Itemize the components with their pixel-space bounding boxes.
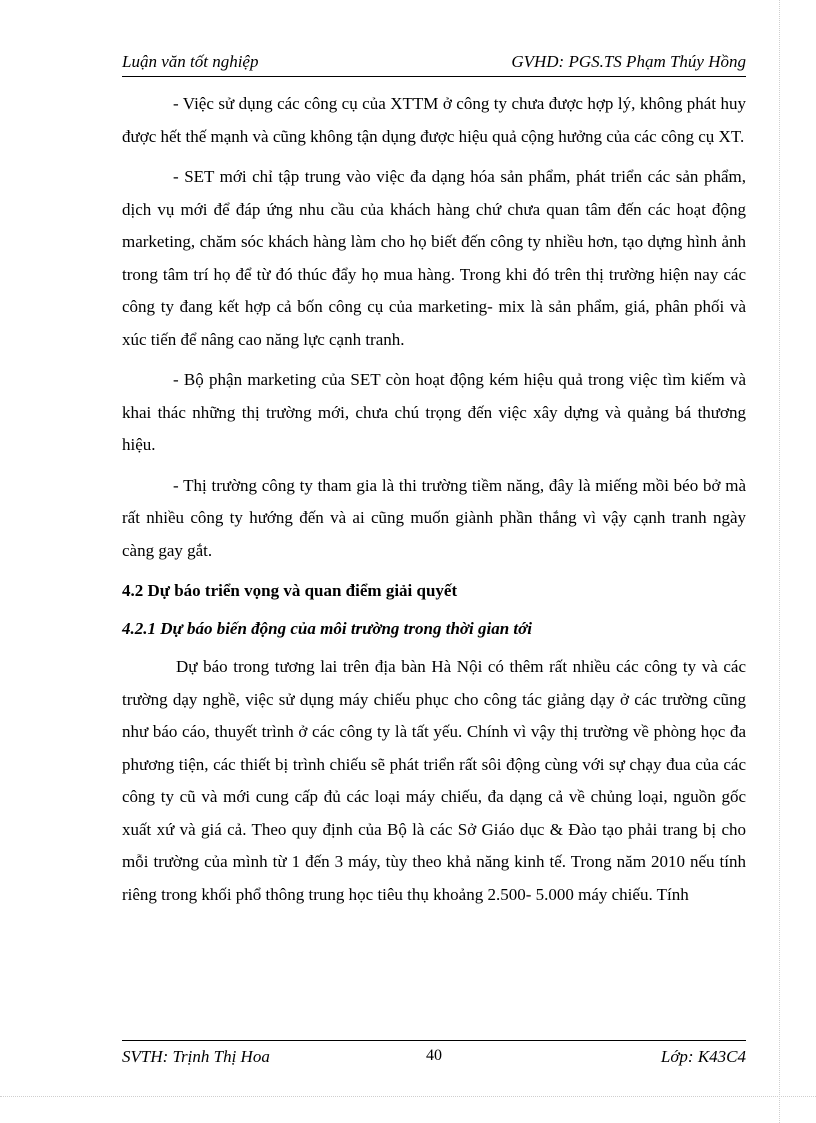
paragraph-product-focus: - SET mới chỉ tập trung vào việc đa dạng hóa sản phẩm, phát triển các sản phẩm, dịch vụ mới để đáp ứng nhu cầu của khách hàng chứ chưa quan tâm đến các hoạt động marketing, chăm sóc khách hàng làm cho họ biết đến công ty nhiều hơn, tạo dựng hình ảnh trong tâm trí họ để từ đó thúc đẩy họ mua hàng. Trong khi đó trên thị trường hiện nay các công ty đang kết hợp cả bốn công cụ của marketing- mix là sản phẩm, giá, phân phối và xúc tiến để nâng cao năng lực cạnh tranh. bbox=[122, 167, 746, 349]
subsection-heading: 4.2.1 Dự báo biến động của môi trường trong thời gian tới bbox=[122, 619, 533, 638]
section-heading: 4.2 Dự báo triển vọng và quan điểm giải quyết bbox=[122, 581, 458, 600]
page-corner-guide-horizontal bbox=[0, 1096, 816, 1097]
page-number: 40 bbox=[426, 1047, 442, 1064]
paragraph-market-competition: - Thị trường công ty tham gia là thi trường tiềm năng, đây là miếng mồi béo bở mà rất nhiều công ty hướng đến và ai cũng muốn giành phần thắng vì vậy cạnh tranh ngày càng gay gắt. bbox=[122, 475, 746, 560]
page-header bbox=[122, 52, 746, 77]
paragraph-tools: - Việc sử dụng các công cụ của XTTM ở công ty chưa được hợp lý, không phát huy được hết thế mạnh và cũng không tận dụng được hiệu quả cộng hưởng của các công cụ XT. bbox=[122, 94, 746, 146]
page-footer bbox=[122, 1040, 746, 1067]
header-advisor: GVHD: PGS.TS Phạm Thúy Hồng bbox=[511, 52, 746, 71]
header-thesis-label: Luận văn tốt nghiệp bbox=[122, 52, 259, 71]
paragraph-forecast: Dự báo trong tương lai trên địa bàn Hà Nội có thêm rất nhiều các công ty và các trường dạy nghề, việc sử dụng máy chiếu phục cho công tác giảng dạy ở các trường cũng như báo cáo, thuyết trình ở các công ty là tất yếu. Chính vì vậy thị trường về phòng học đa phương tiện, các thiết bị trình chiếu sẽ phát triển rất sôi động cùng với sự chạy đua của các công ty cũ và mới cung cấp đủ các loại máy chiếu, đa dạng cả về chủng loại, nguồn gốc xuất xứ và giá cả. Theo quy định của Bộ là các Sở Giáo dục & Đào tạo phải trang bị cho mỗi trường của mình từ 1 đến 3 máy, tùy theo khả năng kinh tế. Trong năm 2010 nếu tính riêng trong khối phổ thông trung học tiêu thụ khoảng 2.500- 5.000 máy chiếu. Tính bbox=[122, 657, 746, 904]
footer-class: Lớp: K43C4 bbox=[660, 1047, 746, 1066]
paragraph-marketing-dept: - Bộ phận marketing của SET còn hoạt động kém hiệu quả trong việc tìm kiếm và khai thác những thị trường mới, chưa chú trọng đến việc xây dựng và quảng bá thương hiệu. bbox=[122, 370, 746, 454]
page-corner-guide-vertical bbox=[779, 0, 780, 1123]
page-body bbox=[122, 88, 746, 919]
footer-student: SVTH: Trịnh Thị Hoa bbox=[122, 1047, 270, 1066]
